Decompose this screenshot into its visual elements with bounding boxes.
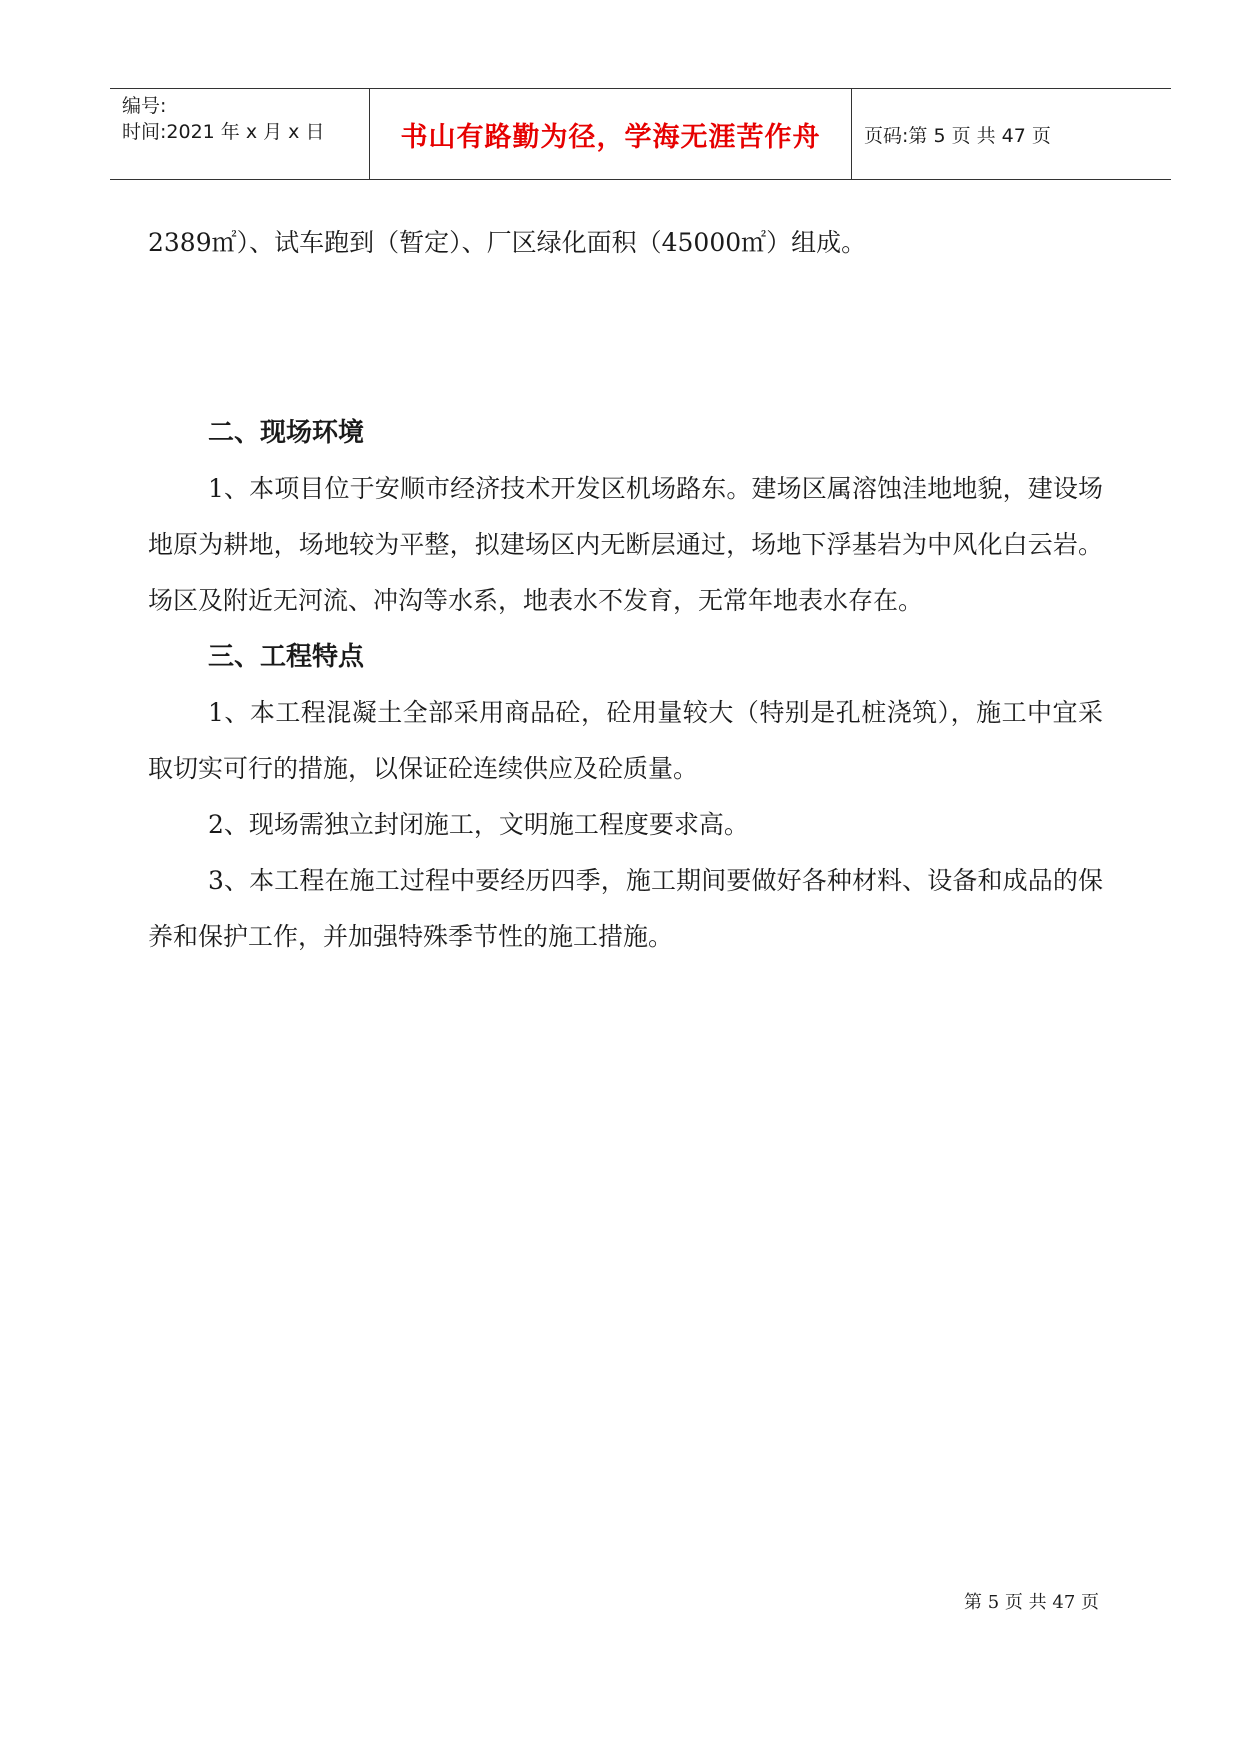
paragraph-site-environment-1: 1、本项目位于安顺市经济技术开发区机场路东。建场区属溶蚀洼地地貌，建设场地原为耕地，场地较为平整，拟建场区内无断层通过，场地下浮基岩为中风化白云岩。场区及附近无河流、冲沟等水系，地表水不发育，无常年地表水存在。 (148, 474, 1103, 615)
page-header (110, 88, 1171, 180)
document-body (148, 215, 1103, 965)
document-date: 时间:2021 年 x 月 x 日 (122, 121, 325, 143)
spacer (148, 271, 1103, 405)
header-page-code-text: 页码:第 5 页 共 47 页 (864, 124, 1051, 147)
page-footer: 第 5 页 共 47 页 (964, 1592, 1099, 1613)
header-motto: 书山有路勤为径，学海无涯苦作舟 (400, 121, 821, 153)
paragraph-project-features-1: 1、本工程混凝土全部采用商品砼，砼用量较大（特别是孔桩浇筑），施工中宜采取切实可行的措施，以保证砼连续供应及砼质量。 (148, 698, 1103, 783)
header-meta (110, 89, 370, 179)
continuation-paragraph: 2389㎡）、试车跑到（暂定）、厂区绿化面积（45000㎡）组成。 (148, 228, 867, 257)
paragraph-project-features-3: 3、本工程在施工过程中要经历四季，施工期间要做好各种材料、设备和成品的保养和保护工作，并加强特殊季节性的施工措施。 (148, 866, 1103, 951)
header-motto-cell (370, 89, 852, 179)
section-heading-project-features: 三、工程特点 (208, 642, 365, 672)
header-page-code (852, 89, 1171, 179)
document-number-label: 编号: (122, 95, 167, 117)
paragraph-project-features-2: 2、现场需独立封闭施工，文明施工程度要求高。 (208, 810, 749, 839)
section-heading-site-environment: 二、现场环境 (208, 418, 365, 448)
